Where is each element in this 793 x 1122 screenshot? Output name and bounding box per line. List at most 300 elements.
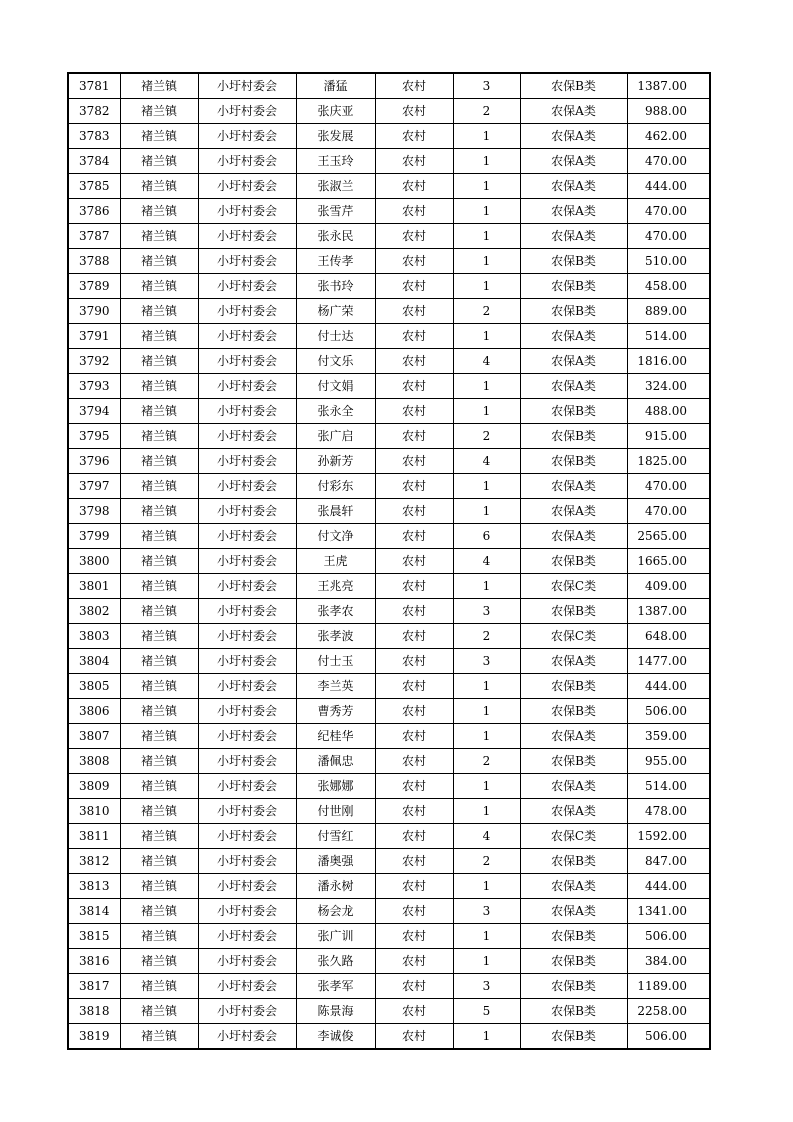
village-committee-cell: 小圩村委会 (198, 1024, 296, 1050)
amount-cell: 1592.00 (627, 824, 710, 849)
serial-number-cell: 3796 (68, 449, 120, 474)
insurance-category-cell: 农保A类 (520, 524, 627, 549)
insurance-category-cell: 农保B类 (520, 674, 627, 699)
town-cell: 褚兰镇 (120, 774, 198, 799)
name-cell: 付文乐 (296, 349, 375, 374)
village-committee-cell: 小圩村委会 (198, 749, 296, 774)
area-type-cell: 农村 (375, 174, 453, 199)
insurance-category-cell: 农保B类 (520, 449, 627, 474)
name-cell: 付文净 (296, 524, 375, 549)
name-cell: 付文娟 (296, 374, 375, 399)
town-cell: 褚兰镇 (120, 599, 198, 624)
village-committee-cell: 小圩村委会 (198, 99, 296, 124)
area-type-cell: 农村 (375, 649, 453, 674)
amount-cell: 470.00 (627, 499, 710, 524)
insurance-category-cell: 农保B类 (520, 924, 627, 949)
area-type-cell: 农村 (375, 574, 453, 599)
household-size-cell: 1 (453, 1024, 520, 1050)
amount-cell: 409.00 (627, 574, 710, 599)
area-type-cell: 农村 (375, 724, 453, 749)
insurance-category-cell: 农保A类 (520, 899, 627, 924)
serial-number-cell: 3799 (68, 524, 120, 549)
area-type-cell: 农村 (375, 349, 453, 374)
name-cell: 王玉玲 (296, 149, 375, 174)
town-cell: 褚兰镇 (120, 924, 198, 949)
area-type-cell: 农村 (375, 399, 453, 424)
village-committee-cell: 小圩村委会 (198, 174, 296, 199)
amount-cell: 470.00 (627, 224, 710, 249)
household-size-cell: 1 (453, 574, 520, 599)
village-committee-cell: 小圩村委会 (198, 274, 296, 299)
amount-cell: 1387.00 (627, 73, 710, 99)
insurance-category-cell: 农保B类 (520, 299, 627, 324)
town-cell: 褚兰镇 (120, 474, 198, 499)
serial-number-cell: 3792 (68, 349, 120, 374)
town-cell: 褚兰镇 (120, 899, 198, 924)
insurance-category-cell: 农保B类 (520, 849, 627, 874)
serial-number-cell: 3802 (68, 599, 120, 624)
insurance-category-cell: 农保A类 (520, 349, 627, 374)
amount-cell: 1825.00 (627, 449, 710, 474)
name-cell: 张雪芹 (296, 199, 375, 224)
insurance-category-cell: 农保C类 (520, 624, 627, 649)
table-row (68, 73, 710, 99)
area-type-cell: 农村 (375, 949, 453, 974)
town-cell: 褚兰镇 (120, 224, 198, 249)
town-cell: 褚兰镇 (120, 874, 198, 899)
serial-number-cell: 3819 (68, 1024, 120, 1050)
table-row (68, 774, 710, 799)
household-size-cell: 4 (453, 449, 520, 474)
insurance-category-cell: 农保B类 (520, 399, 627, 424)
village-committee-cell: 小圩村委会 (198, 924, 296, 949)
area-type-cell: 农村 (375, 274, 453, 299)
village-committee-cell: 小圩村委会 (198, 424, 296, 449)
town-cell: 褚兰镇 (120, 99, 198, 124)
table-row (68, 124, 710, 149)
village-committee-cell: 小圩村委会 (198, 724, 296, 749)
town-cell: 褚兰镇 (120, 949, 198, 974)
table-row (68, 824, 710, 849)
table-row (68, 449, 710, 474)
amount-cell: 847.00 (627, 849, 710, 874)
table-row (68, 399, 710, 424)
area-type-cell: 农村 (375, 474, 453, 499)
village-committee-cell: 小圩村委会 (198, 449, 296, 474)
area-type-cell: 农村 (375, 749, 453, 774)
town-cell: 褚兰镇 (120, 499, 198, 524)
name-cell: 张孝农 (296, 599, 375, 624)
insurance-category-cell: 农保A类 (520, 99, 627, 124)
table-row (68, 99, 710, 124)
town-cell: 褚兰镇 (120, 349, 198, 374)
insurance-category-cell: 农保B类 (520, 274, 627, 299)
village-committee-cell: 小圩村委会 (198, 799, 296, 824)
village-committee-cell: 小圩村委会 (198, 774, 296, 799)
serial-number-cell: 3814 (68, 899, 120, 924)
area-type-cell: 农村 (375, 199, 453, 224)
table-row (68, 799, 710, 824)
area-type-cell: 农村 (375, 224, 453, 249)
town-cell: 褚兰镇 (120, 299, 198, 324)
household-size-cell: 1 (453, 924, 520, 949)
amount-cell: 1477.00 (627, 649, 710, 674)
household-size-cell: 4 (453, 349, 520, 374)
household-size-cell: 1 (453, 799, 520, 824)
amount-cell: 1665.00 (627, 549, 710, 574)
insurance-category-cell: 农保A类 (520, 324, 627, 349)
town-cell: 褚兰镇 (120, 324, 198, 349)
serial-number-cell: 3784 (68, 149, 120, 174)
serial-number-cell: 3797 (68, 474, 120, 499)
table-row (68, 724, 710, 749)
insurance-category-cell: 农保B类 (520, 424, 627, 449)
serial-number-cell: 3783 (68, 124, 120, 149)
serial-number-cell: 3788 (68, 249, 120, 274)
household-size-cell: 1 (453, 949, 520, 974)
amount-cell: 444.00 (627, 674, 710, 699)
insurance-category-cell: 农保A类 (520, 199, 627, 224)
name-cell: 王传孝 (296, 249, 375, 274)
area-type-cell: 农村 (375, 824, 453, 849)
table-row (68, 224, 710, 249)
amount-cell: 1816.00 (627, 349, 710, 374)
town-cell: 褚兰镇 (120, 824, 198, 849)
name-cell: 张庆亚 (296, 99, 375, 124)
insurance-category-cell: 农保A类 (520, 474, 627, 499)
household-size-cell: 1 (453, 499, 520, 524)
table-row (68, 474, 710, 499)
amount-cell: 889.00 (627, 299, 710, 324)
town-cell: 褚兰镇 (120, 849, 198, 874)
amount-cell: 470.00 (627, 474, 710, 499)
insurance-category-cell: 农保A类 (520, 774, 627, 799)
town-cell: 褚兰镇 (120, 724, 198, 749)
table-row (68, 999, 710, 1024)
insurance-category-cell: 农保A类 (520, 374, 627, 399)
amount-cell: 506.00 (627, 1024, 710, 1050)
insurance-category-cell: 农保A类 (520, 124, 627, 149)
table-row (68, 949, 710, 974)
table-row (68, 924, 710, 949)
town-cell: 褚兰镇 (120, 374, 198, 399)
village-committee-cell: 小圩村委会 (198, 249, 296, 274)
area-type-cell: 农村 (375, 674, 453, 699)
serial-number-cell: 3805 (68, 674, 120, 699)
serial-number-cell: 3816 (68, 949, 120, 974)
amount-cell: 988.00 (627, 99, 710, 124)
area-type-cell: 农村 (375, 299, 453, 324)
town-cell: 褚兰镇 (120, 124, 198, 149)
town-cell: 褚兰镇 (120, 749, 198, 774)
household-size-cell: 1 (453, 174, 520, 199)
name-cell: 张晨轩 (296, 499, 375, 524)
household-size-cell: 1 (453, 674, 520, 699)
table-row (68, 874, 710, 899)
serial-number-cell: 3793 (68, 374, 120, 399)
town-cell: 褚兰镇 (120, 974, 198, 999)
insurance-category-cell: 农保A类 (520, 874, 627, 899)
insurance-category-cell: 农保B类 (520, 949, 627, 974)
village-committee-cell: 小圩村委会 (198, 599, 296, 624)
area-type-cell: 农村 (375, 999, 453, 1024)
town-cell: 褚兰镇 (120, 574, 198, 599)
name-cell: 付世刚 (296, 799, 375, 824)
insurance-category-cell: 农保B类 (520, 999, 627, 1024)
serial-number-cell: 3790 (68, 299, 120, 324)
amount-cell: 506.00 (627, 699, 710, 724)
area-type-cell: 农村 (375, 124, 453, 149)
serial-number-cell: 3786 (68, 199, 120, 224)
town-cell: 褚兰镇 (120, 999, 198, 1024)
insurance-category-cell: 农保B类 (520, 73, 627, 99)
insurance-category-cell: 农保B类 (520, 599, 627, 624)
name-cell: 李诚俊 (296, 1024, 375, 1050)
name-cell: 陈景海 (296, 999, 375, 1024)
table-row (68, 674, 710, 699)
household-size-cell: 3 (453, 974, 520, 999)
table-row (68, 574, 710, 599)
table-row (68, 649, 710, 674)
town-cell: 褚兰镇 (120, 1024, 198, 1050)
insurance-category-cell: 农保A类 (520, 174, 627, 199)
table-row (68, 524, 710, 549)
insurance-category-cell: 农保A类 (520, 224, 627, 249)
town-cell: 褚兰镇 (120, 799, 198, 824)
table-row (68, 299, 710, 324)
amount-cell: 470.00 (627, 199, 710, 224)
town-cell: 褚兰镇 (120, 549, 198, 574)
table-row (68, 374, 710, 399)
area-type-cell: 农村 (375, 699, 453, 724)
household-size-cell: 2 (453, 299, 520, 324)
household-size-cell: 1 (453, 699, 520, 724)
village-committee-cell: 小圩村委会 (198, 374, 296, 399)
table-row (68, 274, 710, 299)
serial-number-cell: 3798 (68, 499, 120, 524)
area-type-cell: 农村 (375, 549, 453, 574)
area-type-cell: 农村 (375, 73, 453, 99)
amount-cell: 478.00 (627, 799, 710, 824)
insurance-category-cell: 农保B类 (520, 699, 627, 724)
serial-number-cell: 3810 (68, 799, 120, 824)
village-committee-cell: 小圩村委会 (198, 349, 296, 374)
name-cell: 李兰英 (296, 674, 375, 699)
table-row (68, 749, 710, 774)
town-cell: 褚兰镇 (120, 149, 198, 174)
serial-number-cell: 3809 (68, 774, 120, 799)
name-cell: 张永民 (296, 224, 375, 249)
village-committee-cell: 小圩村委会 (198, 974, 296, 999)
amount-cell: 444.00 (627, 174, 710, 199)
serial-number-cell: 3800 (68, 549, 120, 574)
area-type-cell: 农村 (375, 424, 453, 449)
area-type-cell: 农村 (375, 1024, 453, 1050)
name-cell: 张书玲 (296, 274, 375, 299)
town-cell: 褚兰镇 (120, 699, 198, 724)
serial-number-cell: 3808 (68, 749, 120, 774)
area-type-cell: 农村 (375, 524, 453, 549)
area-type-cell: 农村 (375, 374, 453, 399)
serial-number-cell: 3813 (68, 874, 120, 899)
area-type-cell: 农村 (375, 899, 453, 924)
amount-cell: 955.00 (627, 749, 710, 774)
household-size-cell: 3 (453, 73, 520, 99)
village-committee-cell: 小圩村委会 (198, 399, 296, 424)
town-cell: 褚兰镇 (120, 199, 198, 224)
town-cell: 褚兰镇 (120, 424, 198, 449)
table-row (68, 424, 710, 449)
insurance-category-cell: 农保A类 (520, 799, 627, 824)
amount-cell: 514.00 (627, 324, 710, 349)
insurance-category-cell: 农保B类 (520, 1024, 627, 1050)
area-type-cell: 农村 (375, 974, 453, 999)
town-cell: 褚兰镇 (120, 674, 198, 699)
area-type-cell: 农村 (375, 624, 453, 649)
serial-number-cell: 3795 (68, 424, 120, 449)
area-type-cell: 农村 (375, 799, 453, 824)
area-type-cell: 农村 (375, 249, 453, 274)
serial-number-cell: 3806 (68, 699, 120, 724)
table-row (68, 199, 710, 224)
area-type-cell: 农村 (375, 874, 453, 899)
amount-cell: 1341.00 (627, 899, 710, 924)
serial-number-cell: 3815 (68, 924, 120, 949)
household-size-cell: 2 (453, 99, 520, 124)
insurance-category-cell: 农保B类 (520, 974, 627, 999)
household-size-cell: 2 (453, 624, 520, 649)
name-cell: 杨会龙 (296, 899, 375, 924)
area-type-cell: 农村 (375, 849, 453, 874)
household-size-cell: 3 (453, 649, 520, 674)
town-cell: 褚兰镇 (120, 524, 198, 549)
village-committee-cell: 小圩村委会 (198, 874, 296, 899)
table-row (68, 549, 710, 574)
table-row (68, 624, 710, 649)
name-cell: 王兆亮 (296, 574, 375, 599)
area-type-cell: 农村 (375, 99, 453, 124)
table-row (68, 174, 710, 199)
amount-cell: 648.00 (627, 624, 710, 649)
village-committee-cell: 小圩村委会 (198, 699, 296, 724)
amount-cell: 458.00 (627, 274, 710, 299)
serial-number-cell: 3785 (68, 174, 120, 199)
name-cell: 王虎 (296, 549, 375, 574)
table-row (68, 324, 710, 349)
amount-cell: 514.00 (627, 774, 710, 799)
serial-number-cell: 3811 (68, 824, 120, 849)
insurance-category-cell: 农保B类 (520, 249, 627, 274)
household-size-cell: 1 (453, 724, 520, 749)
amount-cell: 384.00 (627, 949, 710, 974)
village-committee-cell: 小圩村委会 (198, 824, 296, 849)
name-cell: 付彩东 (296, 474, 375, 499)
household-size-cell: 4 (453, 549, 520, 574)
household-size-cell: 6 (453, 524, 520, 549)
serial-number-cell: 3791 (68, 324, 120, 349)
village-committee-cell: 小圩村委会 (198, 324, 296, 349)
name-cell: 潘奥强 (296, 849, 375, 874)
village-committee-cell: 小圩村委会 (198, 899, 296, 924)
area-type-cell: 农村 (375, 924, 453, 949)
amount-cell: 324.00 (627, 374, 710, 399)
table-row (68, 349, 710, 374)
name-cell: 张永全 (296, 399, 375, 424)
serial-number-cell: 3794 (68, 399, 120, 424)
insurance-category-cell: 农保A类 (520, 649, 627, 674)
name-cell: 张广启 (296, 424, 375, 449)
town-cell: 褚兰镇 (120, 449, 198, 474)
household-size-cell: 2 (453, 424, 520, 449)
household-size-cell: 1 (453, 249, 520, 274)
village-committee-cell: 小圩村委会 (198, 73, 296, 99)
town-cell: 褚兰镇 (120, 174, 198, 199)
amount-cell: 444.00 (627, 874, 710, 899)
town-cell: 褚兰镇 (120, 249, 198, 274)
serial-number-cell: 3807 (68, 724, 120, 749)
insurance-category-cell: 农保B类 (520, 749, 627, 774)
serial-number-cell: 3801 (68, 574, 120, 599)
serial-number-cell: 3818 (68, 999, 120, 1024)
household-size-cell: 1 (453, 774, 520, 799)
name-cell: 潘猛 (296, 73, 375, 99)
area-type-cell: 农村 (375, 774, 453, 799)
name-cell: 张广训 (296, 924, 375, 949)
village-committee-cell: 小圩村委会 (198, 849, 296, 874)
name-cell: 付雪红 (296, 824, 375, 849)
name-cell: 付士达 (296, 324, 375, 349)
serial-number-cell: 3789 (68, 274, 120, 299)
name-cell: 张孝波 (296, 624, 375, 649)
amount-cell: 506.00 (627, 924, 710, 949)
insurance-category-cell: 农保B类 (520, 549, 627, 574)
data-table (67, 72, 711, 1050)
village-committee-cell: 小圩村委会 (198, 949, 296, 974)
town-cell: 褚兰镇 (120, 399, 198, 424)
name-cell: 孙新芳 (296, 449, 375, 474)
village-committee-cell: 小圩村委会 (198, 149, 296, 174)
village-committee-cell: 小圩村委会 (198, 999, 296, 1024)
village-committee-cell: 小圩村委会 (198, 574, 296, 599)
name-cell: 张发展 (296, 124, 375, 149)
insurance-category-cell: 农保C类 (520, 824, 627, 849)
table-row (68, 1024, 710, 1050)
name-cell: 张淑兰 (296, 174, 375, 199)
household-size-cell: 1 (453, 224, 520, 249)
area-type-cell: 农村 (375, 599, 453, 624)
household-size-cell: 1 (453, 399, 520, 424)
village-committee-cell: 小圩村委会 (198, 499, 296, 524)
town-cell: 褚兰镇 (120, 624, 198, 649)
household-size-cell: 1 (453, 149, 520, 174)
name-cell: 潘佩忠 (296, 749, 375, 774)
amount-cell: 359.00 (627, 724, 710, 749)
name-cell: 曹秀芳 (296, 699, 375, 724)
village-committee-cell: 小圩村委会 (198, 124, 296, 149)
serial-number-cell: 3787 (68, 224, 120, 249)
table-row (68, 249, 710, 274)
name-cell: 付士玉 (296, 649, 375, 674)
household-size-cell: 1 (453, 474, 520, 499)
table-row (68, 599, 710, 624)
household-size-cell: 4 (453, 824, 520, 849)
household-size-cell: 2 (453, 749, 520, 774)
amount-cell: 2565.00 (627, 524, 710, 549)
village-committee-cell: 小圩村委会 (198, 224, 296, 249)
serial-number-cell: 3812 (68, 849, 120, 874)
table-row (68, 699, 710, 724)
town-cell: 褚兰镇 (120, 73, 198, 99)
